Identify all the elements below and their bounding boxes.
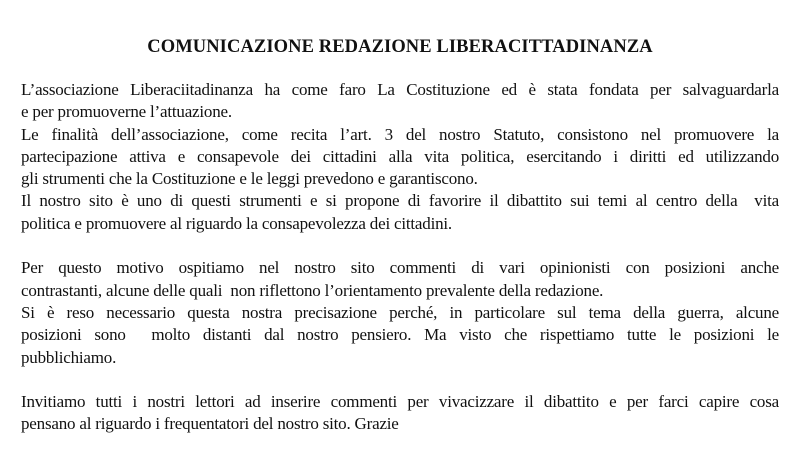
- text-line: pubblichiamo.: [21, 347, 117, 367]
- paragraph-gap: [21, 369, 779, 391]
- text-line: Per questo motivo ospitiamo nel nostro sito commenti di vari opinionisti con posizioni anche: [21, 258, 779, 278]
- paragraph-gap: [21, 235, 779, 257]
- text-line: L’associazione Liberaciitadinanza ha come faro La Costituzione ed è stata fondata per salvaguardarla: [21, 80, 779, 99]
- text-line: contrastanti, alcune delle quali non riflettono l’orientamento prevalente della redazione.: [21, 280, 604, 300]
- text-line: politica e promuovere al riguardo la consapevolezza dei cittadini.: [21, 213, 452, 233]
- text-line: gli strumenti che la Costituzione e le leggi prevedono e garantiscono.: [21, 169, 478, 189]
- text-line: Le finalità dell’associazione, come recita l’art. 3 del nostro Statuto, consistono nel promuovere la: [21, 124, 779, 144]
- text-line: posizioni sono molto distanti dal nostro pensiero. Ma visto che rispettiamo tutte le posizioni le: [21, 325, 779, 345]
- text-line: Invitiamo tutti i nostri lettori ad inserire commenti per vivacizzare il dibattito e per farci capire cosa: [21, 392, 779, 412]
- text-line: e per promuoverne l’attuazione.: [21, 102, 232, 122]
- text-line: Si è reso necessario questa nostra precisazione perché, in particolare sul tema della guerra, alcune: [21, 302, 779, 322]
- document-body: [21, 79, 779, 436]
- document-title: COMUNICAZIONE REDAZIONE LIBERACITTADINANZA: [147, 37, 653, 57]
- text-line: Il nostro sito è uno di questi strumenti e si propone di favorire il dibattito sui temi al centro della vita: [21, 191, 779, 211]
- text-line: partecipazione attiva e consapevole dei cittadini alla vita politica, esercitando i diritti ed utilizzando: [21, 146, 779, 166]
- text-line: pensano al riguardo i frequentatori del nostro sito. Grazie: [21, 414, 399, 434]
